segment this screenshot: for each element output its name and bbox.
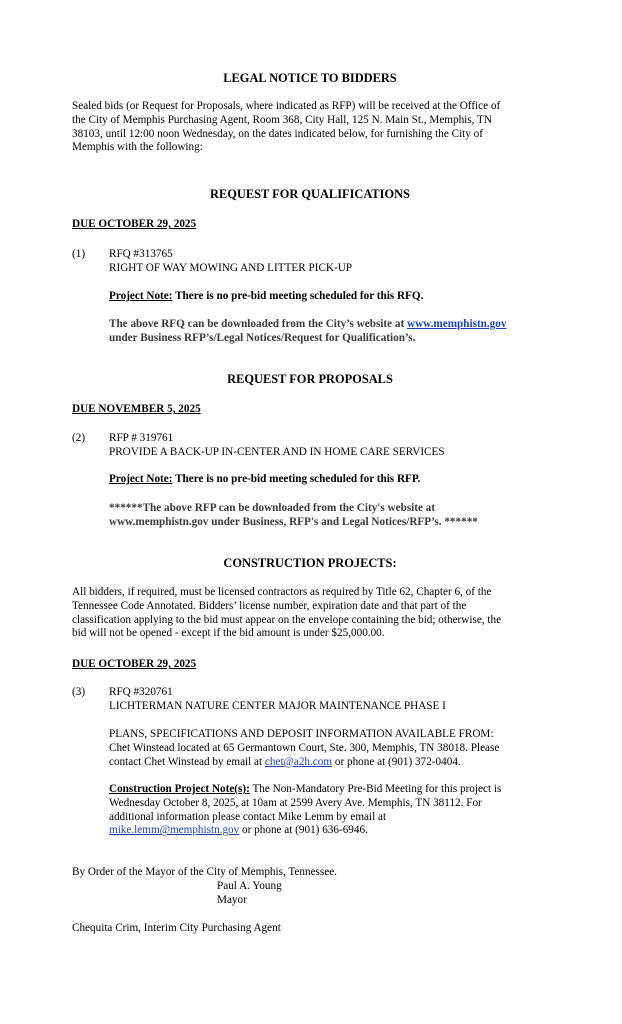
rfq-download-text-2: under Business RFP’s/Legal Notices/Request for Qualification’s.	[109, 331, 416, 344]
rfq-heading: REQUEST FOR QUALIFICATIONS	[210, 187, 410, 201]
rfq-project-note	[109, 290, 549, 304]
rfq-item	[109, 248, 549, 276]
construction-note-label: Construction Project Note(s):	[109, 783, 250, 795]
rfp-download-line: ******The above RFP can be downloaded from the City's website at	[109, 502, 436, 514]
intro-line: Sealed bids (or Request for Proposals, where indicated as RFP) will be received at the Office of	[72, 100, 501, 112]
mayor-name: Paul A. Young	[217, 880, 282, 892]
construction-project-name: LICHTERMAN NATURE CENTER MAJOR MAINTENANCE PHASE I	[109, 699, 446, 712]
rfp-item-number: (2)	[72, 432, 86, 444]
rfq-note-label: Project Note:	[109, 290, 173, 302]
construction-due-date: DUE OCTOBER 29, 2025	[72, 658, 197, 670]
plans-line: contact Chet Winstead by email at	[109, 755, 265, 768]
rfp-due-date: DUE NOVEMBER 5, 2025	[72, 403, 201, 415]
intro-line: Memphis with the following:	[72, 141, 203, 154]
construction-note-text: or phone at (901) 636-6946.	[239, 824, 368, 837]
purchasing-agent: Chequita Crim, Interim City Purchasing Agent	[72, 922, 281, 934]
order-line: By Order of the Mayor of the City of Memphis, Tennessee.	[72, 866, 337, 878]
construction-line: All bidders, if required, must be licensed contractors as required by Title 62, Chapter 6, of the	[72, 586, 492, 598]
rfp-download-line: www.memphistn.gov under Business, RFP's and Legal Notices/RFP’s. ******	[109, 515, 478, 528]
rfq-item-number: (1)	[72, 248, 86, 260]
mike-email-link[interactable]: mike.lemm@memphistn.gov	[109, 824, 240, 837]
chet-email-link[interactable]: chet@a2h.com	[264, 755, 333, 768]
rfp-note-label: Project Note:	[109, 473, 173, 485]
construction-item	[109, 686, 549, 714]
construction-note-text: additional information please contact Mike Lemm by email at	[109, 810, 387, 823]
rfp-download-note	[109, 502, 549, 530]
page-title: LEGAL NOTICE TO BIDDERS	[223, 71, 397, 85]
construction-heading: CONSTRUCTION PROJECTS:	[223, 556, 397, 570]
memphistn-link[interactable]: www.memphistn.gov	[407, 318, 507, 330]
rfq-download-text: The above RFQ can be downloaded from the City’s website at	[109, 318, 408, 330]
construction-project-note	[109, 783, 549, 838]
rfp-project-note	[109, 473, 549, 487]
construction-paragraph	[72, 586, 548, 641]
mayor-title: Mayor	[217, 894, 247, 906]
rfq-number: RFQ #313765	[109, 248, 173, 260]
intro-paragraph	[72, 100, 548, 155]
rfq-note-text: There is no pre-bid meeting scheduled for this RFQ.	[172, 290, 424, 302]
rfq-due-date: DUE OCTOBER 29, 2025	[72, 218, 197, 230]
construction-item-number: (3)	[72, 686, 86, 698]
plans-line: or phone at (901) 372-0404.	[332, 755, 461, 768]
rfp-heading: REQUEST FOR PROPOSALS	[227, 372, 393, 386]
construction-line: classification applying to the bid must appear on the envelope containing the bid; otherwise, the	[72, 613, 502, 626]
rfp-name: PROVIDE A BACK-UP IN-CENTER AND IN HOME CARE SERVICES	[109, 445, 445, 458]
intro-line: the City of Memphis Purchasing Agent, Room 368, City Hall, 125 N. Main St., Memphis, TN	[72, 113, 492, 126]
construction-line: Tennessee Code Annotated. Bidders’ license number, expiration date and that part of the	[72, 599, 467, 612]
rfp-note-text: There is no pre-bid meeting scheduled for this RFP.	[172, 473, 421, 485]
rfq-download-note	[109, 318, 549, 346]
plans-line: Chet Winstead located at 65 Germantown Court, Ste. 300, Memphis, TN 38018. Please	[109, 741, 500, 754]
plans-info	[109, 728, 549, 769]
construction-rfq-number: RFQ #320761	[109, 686, 173, 698]
intro-line: 38103, until 12:00 noon Wednesday, on the dates indicated below, for furnishing the City of	[72, 127, 483, 140]
construction-note-text: Wednesday October 8, 2025, at 10am at 2599 Avery Ave. Memphis, TN 38112. For	[109, 796, 482, 809]
rfp-number: RFP # 319761	[109, 432, 174, 444]
plans-line: PLANS, SPECIFICATIONS AND DEPOSIT INFORMATION AVAILABLE FROM:	[109, 728, 494, 740]
rfq-name: RIGHT OF WAY MOWING AND LITTER PICK-UP	[109, 261, 353, 274]
rfp-item	[109, 432, 549, 460]
construction-line: bid will not be opened - except if the bid amount is under $25,000.00.	[72, 627, 385, 640]
construction-note-text: The Non-Mandatory Pre-Bid Meeting for this project is	[249, 783, 502, 795]
